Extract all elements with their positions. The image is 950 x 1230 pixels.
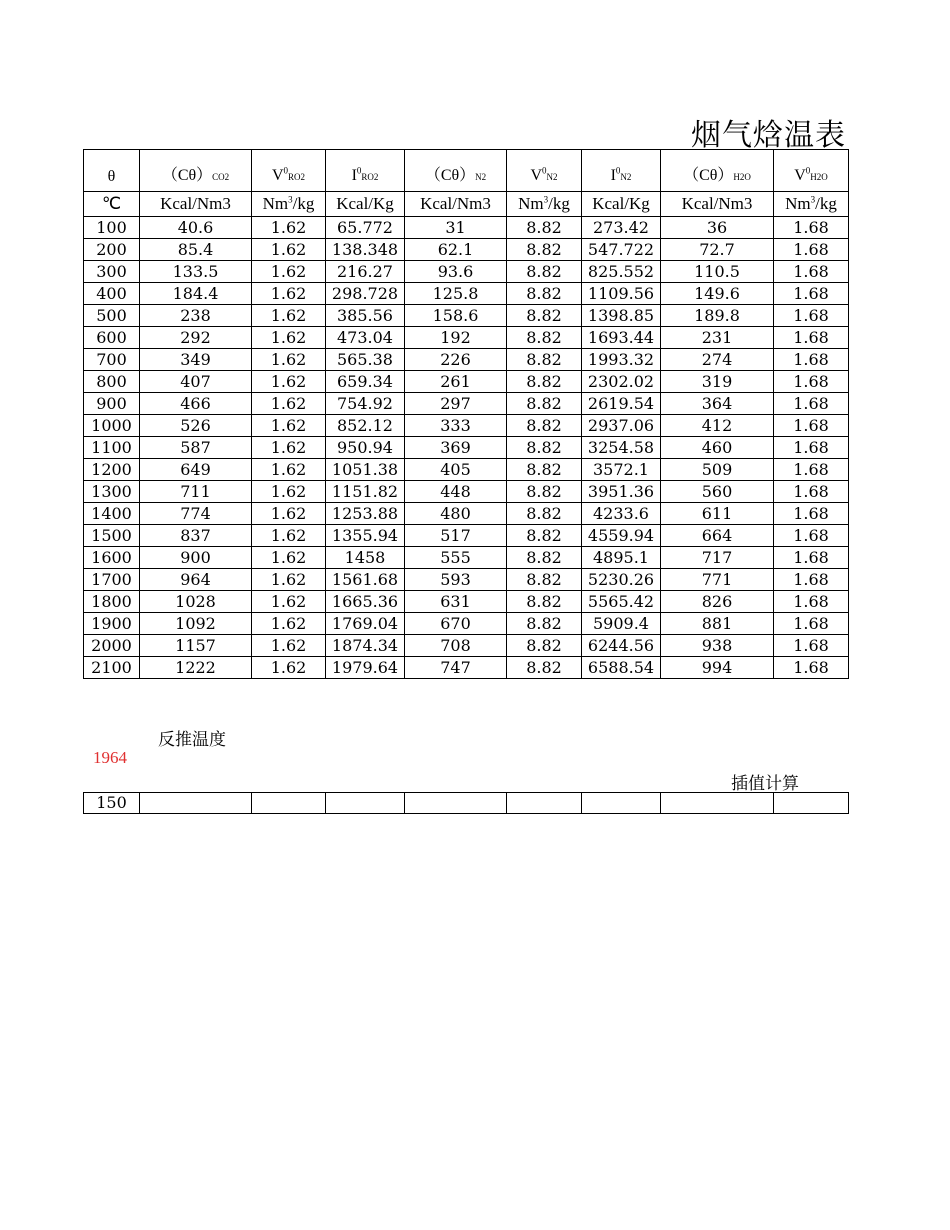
table-cell[interactable]: 8.82	[507, 393, 582, 415]
table-cell[interactable]: 631	[405, 591, 507, 613]
table-cell[interactable]: 1.62	[252, 239, 326, 261]
table-cell[interactable]: 93.6	[405, 261, 507, 283]
interpolation-cell[interactable]	[507, 793, 582, 814]
table-cell[interactable]: 900	[140, 547, 252, 569]
table-cell[interactable]: 6244.56	[582, 635, 661, 657]
table-cell[interactable]: 1000	[84, 415, 140, 437]
table-cell[interactable]: 8.82	[507, 217, 582, 239]
table-cell[interactable]: 405	[405, 459, 507, 481]
header-unit: Kcal/Kg	[592, 194, 650, 213]
table-cell[interactable]: 448	[405, 481, 507, 503]
table-cell[interactable]: 1874.34	[326, 635, 405, 657]
header-superscript: 0	[283, 165, 289, 176]
table-cell[interactable]: 1.62	[252, 283, 326, 305]
table-cell[interactable]: 837	[140, 525, 252, 547]
table-cell[interactable]: 1.62	[252, 525, 326, 547]
table-cell[interactable]: 319	[661, 371, 774, 393]
header-unit-cell	[405, 192, 507, 217]
table-cell[interactable]: 754.92	[326, 393, 405, 415]
header-symbol: V	[530, 167, 543, 184]
header-unit: Kcal/Nm3	[681, 194, 753, 213]
header-subscript: H2O	[810, 172, 828, 182]
interpolation-table	[83, 792, 849, 814]
table-cell[interactable]: 1100	[84, 437, 140, 459]
table-cell[interactable]: 200	[84, 239, 140, 261]
table-cell[interactable]: 517	[405, 525, 507, 547]
table-cell[interactable]: 825.552	[582, 261, 661, 283]
table-row	[84, 393, 849, 415]
table-cell[interactable]: 1.68	[774, 591, 849, 613]
table-cell[interactable]: 1151.82	[326, 481, 405, 503]
reverse-temp-value[interactable]: 1964	[93, 748, 127, 767]
table-cell[interactable]: 771	[661, 569, 774, 591]
table-cell[interactable]: 1253.88	[326, 503, 405, 525]
table-cell[interactable]: 881	[661, 613, 774, 635]
table-cell[interactable]: 1.68	[774, 349, 849, 371]
table-cell[interactable]: 8.82	[507, 327, 582, 349]
header-superscript: 0	[805, 165, 811, 176]
table-row	[84, 415, 849, 437]
table-cell[interactable]: 8.82	[507, 657, 582, 679]
table-row	[84, 349, 849, 371]
interpolation-row	[84, 793, 849, 814]
table-row	[84, 635, 849, 657]
interpolation-cell[interactable]: 150	[84, 793, 140, 814]
table-row	[84, 657, 849, 679]
header-superscript: 0	[615, 165, 621, 176]
table-cell[interactable]: 31	[405, 217, 507, 239]
table-cell[interactable]: 1.62	[252, 437, 326, 459]
header-unit: Nm	[262, 194, 289, 213]
table-cell[interactable]: 1.68	[774, 305, 849, 327]
table-cell[interactable]: 587	[140, 437, 252, 459]
table-cell[interactable]: 292	[140, 327, 252, 349]
table-cell[interactable]: 72.7	[661, 239, 774, 261]
table-cell[interactable]: 1222	[140, 657, 252, 679]
header-symbol-cell	[405, 150, 507, 192]
header-unit: Kcal/Kg	[336, 194, 394, 213]
header-symbol: I	[351, 167, 357, 184]
table-cell[interactable]: 747	[405, 657, 507, 679]
header-unit: /kg	[548, 194, 570, 213]
table-row	[84, 481, 849, 503]
header-unit-cell	[507, 192, 582, 217]
table-cell[interactable]: 1.68	[774, 525, 849, 547]
table-cell[interactable]: 349	[140, 349, 252, 371]
table-cell[interactable]: 8.82	[507, 415, 582, 437]
table-cell[interactable]: 1.68	[774, 261, 849, 283]
table-cell[interactable]: 593	[405, 569, 507, 591]
table-cell[interactable]: 3572.1	[582, 459, 661, 481]
table-cell[interactable]: 4895.1	[582, 547, 661, 569]
header-superscript: 0	[356, 165, 362, 176]
table-cell[interactable]: 385.56	[326, 305, 405, 327]
table-cell[interactable]: 8.82	[507, 591, 582, 613]
table-cell[interactable]: 1693.44	[582, 327, 661, 349]
table-cell[interactable]: 8.82	[507, 635, 582, 657]
table-cell[interactable]: 3254.58	[582, 437, 661, 459]
header-unit-cell	[661, 192, 774, 217]
header-symbol-cell	[140, 150, 252, 192]
table-cell[interactable]: 1028	[140, 591, 252, 613]
table-cell[interactable]: 238	[140, 305, 252, 327]
header-unit-superscript: 3	[543, 194, 549, 205]
table-cell[interactable]: 1.68	[774, 393, 849, 415]
table-cell[interactable]: 1157	[140, 635, 252, 657]
table-row	[84, 239, 849, 261]
table-cell[interactable]: 133.5	[140, 261, 252, 283]
table-cell[interactable]: 500	[84, 305, 140, 327]
header-unit-cell	[84, 192, 140, 217]
table-cell[interactable]: 8.82	[507, 503, 582, 525]
header-unit: Kcal/Nm3	[420, 194, 491, 213]
header-unit-cell	[774, 192, 849, 217]
table-cell[interactable]: 1769.04	[326, 613, 405, 635]
table-cell[interactable]: 460	[661, 437, 774, 459]
table-cell[interactable]: 2302.02	[582, 371, 661, 393]
table-cell[interactable]: 900	[84, 393, 140, 415]
table-cell[interactable]: 2937.06	[582, 415, 661, 437]
table-cell[interactable]: 184.4	[140, 283, 252, 305]
table-cell[interactable]: 1.68	[774, 503, 849, 525]
header-symbol: （Cθ）	[424, 167, 476, 184]
table-cell[interactable]: 333	[405, 415, 507, 437]
interpolation-cell[interactable]	[661, 793, 774, 814]
table-cell[interactable]: 1.68	[774, 657, 849, 679]
table-cell[interactable]: 1.62	[252, 415, 326, 437]
table-cell[interactable]: 611	[661, 503, 774, 525]
table-cell[interactable]: 8.82	[507, 371, 582, 393]
table-cell[interactable]: 711	[140, 481, 252, 503]
table-cell[interactable]: 1300	[84, 481, 140, 503]
table-cell[interactable]: 800	[84, 371, 140, 393]
table-cell[interactable]: 400	[84, 283, 140, 305]
table-cell[interactable]: 226	[405, 349, 507, 371]
table-cell[interactable]: 964	[140, 569, 252, 591]
table-cell[interactable]: 670	[405, 613, 507, 635]
header-symbol-cell	[774, 150, 849, 192]
table-cell[interactable]: 1.68	[774, 415, 849, 437]
table-cell[interactable]: 297	[405, 393, 507, 415]
table-cell[interactable]: 1.62	[252, 261, 326, 283]
table-cell[interactable]: 412	[661, 415, 774, 437]
table-cell[interactable]: 852.12	[326, 415, 405, 437]
table-row	[84, 217, 849, 239]
table-cell[interactable]: 1092	[140, 613, 252, 635]
table-cell[interactable]: 560	[661, 481, 774, 503]
table-cell[interactable]: 5565.42	[582, 591, 661, 613]
table-cell[interactable]: 480	[405, 503, 507, 525]
header-unit: /kg	[292, 194, 315, 213]
interpolation-cell[interactable]	[405, 793, 507, 814]
table-cell[interactable]: 231	[661, 327, 774, 349]
table-cell[interactable]: 364	[661, 393, 774, 415]
table-cell[interactable]: 407	[140, 371, 252, 393]
table-cell[interactable]: 8.82	[507, 569, 582, 591]
table-cell[interactable]: 1.68	[774, 459, 849, 481]
header-symbol-cell	[661, 150, 774, 192]
table-cell[interactable]: 1500	[84, 525, 140, 547]
header-unit-cell	[252, 192, 326, 217]
header-subscript: CO2	[212, 172, 230, 182]
header-symbol: θ	[107, 167, 116, 185]
table-cell[interactable]: 509	[661, 459, 774, 481]
reverse-temp-label: 反推温度	[158, 730, 226, 750]
table-cell[interactable]: 100	[84, 217, 140, 239]
table-cell[interactable]: 40.6	[140, 217, 252, 239]
table-cell[interactable]: 526	[140, 415, 252, 437]
table-cell[interactable]: 565.38	[326, 349, 405, 371]
table-cell[interactable]: 8.82	[507, 437, 582, 459]
header-unit: Nm	[785, 194, 811, 213]
table-cell[interactable]: 8.82	[507, 525, 582, 547]
table-cell[interactable]: 8.82	[507, 239, 582, 261]
table-cell[interactable]: 1900	[84, 613, 140, 635]
table-cell[interactable]: 4559.94	[582, 525, 661, 547]
table-cell[interactable]: 1.68	[774, 239, 849, 261]
table-cell[interactable]: 1.62	[252, 613, 326, 635]
interpolation-cell[interactable]	[140, 793, 252, 814]
table-cell[interactable]: 1.62	[252, 657, 326, 679]
table-cell[interactable]: 2000	[84, 635, 140, 657]
table-row	[84, 613, 849, 635]
table-cell[interactable]: 1.62	[252, 635, 326, 657]
table-cell[interactable]: 1.68	[774, 371, 849, 393]
header-subscript: N2	[475, 172, 487, 182]
table-cell[interactable]: 1398.85	[582, 305, 661, 327]
header-unit: Kcal/Nm3	[160, 194, 231, 213]
table-row	[84, 371, 849, 393]
table-cell[interactable]: 1.68	[774, 283, 849, 305]
table-cell[interactable]: 1.62	[252, 327, 326, 349]
table-cell[interactable]: 547.722	[582, 239, 661, 261]
header-subscript: RO2	[361, 172, 379, 182]
table-cell[interactable]: 700	[84, 349, 140, 371]
header-unit-cell	[326, 192, 405, 217]
table-cell[interactable]: 1.62	[252, 217, 326, 239]
table-row	[84, 547, 849, 569]
table-cell[interactable]: 950.94	[326, 437, 405, 459]
table-cell[interactable]: 600	[84, 327, 140, 349]
table-cell[interactable]: 300	[84, 261, 140, 283]
interpolation-cell[interactable]	[326, 793, 405, 814]
header-symbol: （Cθ）	[683, 167, 734, 184]
table-cell[interactable]: 8.82	[507, 261, 582, 283]
table-cell[interactable]: 1665.36	[326, 591, 405, 613]
table-cell[interactable]: 6588.54	[582, 657, 661, 679]
table-cell[interactable]: 649	[140, 459, 252, 481]
header-unit-cell	[582, 192, 661, 217]
table-cell[interactable]: 8.82	[507, 613, 582, 635]
header-subscript: RO2	[288, 172, 306, 182]
table-row	[84, 283, 849, 305]
header-symbol: I	[610, 167, 616, 184]
table-cell[interactable]: 2100	[84, 657, 140, 679]
table-cell[interactable]: 555	[405, 547, 507, 569]
table-cell[interactable]: 4233.6	[582, 503, 661, 525]
header-subscript: H2O	[733, 172, 751, 182]
table-cell[interactable]: 1.62	[252, 305, 326, 327]
table-cell[interactable]: 138.348	[326, 239, 405, 261]
header-subscript: N2	[546, 172, 558, 182]
table-cell[interactable]: 2619.54	[582, 393, 661, 415]
table-cell[interactable]: 774	[140, 503, 252, 525]
table-cell[interactable]: 708	[405, 635, 507, 657]
table-cell[interactable]: 664	[661, 525, 774, 547]
table-cell[interactable]: 8.82	[507, 349, 582, 371]
table-cell[interactable]: 826	[661, 591, 774, 613]
table-cell[interactable]: 1.62	[252, 591, 326, 613]
table-cell[interactable]: 5230.26	[582, 569, 661, 591]
table-cell[interactable]: 36	[661, 217, 774, 239]
table-cell[interactable]: 8.82	[507, 459, 582, 481]
table-cell[interactable]: 1400	[84, 503, 140, 525]
header-symbol-cell	[84, 150, 140, 192]
header-row-symbols	[84, 150, 849, 192]
table-cell[interactable]: 659.34	[326, 371, 405, 393]
table-cell[interactable]: 1.68	[774, 217, 849, 239]
table-cell[interactable]: 1.68	[774, 569, 849, 591]
enthalpy-table	[83, 149, 849, 679]
table-cell[interactable]: 125.8	[405, 283, 507, 305]
table-cell[interactable]: 3951.36	[582, 481, 661, 503]
table-cell[interactable]: 274	[661, 349, 774, 371]
table-cell[interactable]: 8.82	[507, 481, 582, 503]
table-cell[interactable]: 1.62	[252, 569, 326, 591]
table-cell[interactable]: 1.62	[252, 503, 326, 525]
table-row	[84, 305, 849, 327]
header-symbol: V	[794, 167, 806, 184]
table-row	[84, 525, 849, 547]
table-cell[interactable]: 1.62	[252, 459, 326, 481]
table-cell[interactable]: 298.728	[326, 283, 405, 305]
table-cell[interactable]: 8.82	[507, 305, 582, 327]
table-cell[interactable]: 1200	[84, 459, 140, 481]
table-cell[interactable]: 85.4	[140, 239, 252, 261]
table-cell[interactable]: 1993.32	[582, 349, 661, 371]
interpolation-cell[interactable]	[582, 793, 661, 814]
table-row	[84, 591, 849, 613]
table-cell[interactable]: 1.62	[252, 349, 326, 371]
interpolation-label: 插值计算	[731, 774, 799, 794]
header-subscript: N2	[620, 172, 632, 182]
header-unit: ℃	[101, 194, 122, 213]
table-row	[84, 437, 849, 459]
header-unit-cell	[140, 192, 252, 217]
header-symbol: （Cθ）	[161, 167, 213, 184]
table-row	[84, 503, 849, 525]
header-unit: Nm	[518, 194, 544, 213]
header-superscript: 0	[542, 165, 547, 176]
table-cell[interactable]: 1561.68	[326, 569, 405, 591]
table-cell[interactable]: 1700	[84, 569, 140, 591]
table-cell[interactable]: 1.62	[252, 481, 326, 503]
header-symbol: V	[271, 167, 284, 184]
table-row	[84, 327, 849, 349]
table-cell[interactable]: 1051.38	[326, 459, 405, 481]
table-cell[interactable]: 466	[140, 393, 252, 415]
table-cell[interactable]: 1355.94	[326, 525, 405, 547]
table-cell[interactable]: 189.8	[661, 305, 774, 327]
interpolation-cell[interactable]	[774, 793, 849, 814]
table-cell[interactable]: 8.82	[507, 547, 582, 569]
table-cell[interactable]: 149.6	[661, 283, 774, 305]
table-row	[84, 261, 849, 283]
table-cell[interactable]: 938	[661, 635, 774, 657]
header-symbol-cell	[582, 150, 661, 192]
header-symbol-cell	[252, 150, 326, 192]
table-cell[interactable]: 1.68	[774, 547, 849, 569]
table-cell[interactable]: 717	[661, 547, 774, 569]
table-cell[interactable]: 192	[405, 327, 507, 349]
header-unit-superscript: 3	[288, 194, 293, 205]
table-title: 烟气焓温表	[691, 118, 846, 153]
table-cell[interactable]: 1600	[84, 547, 140, 569]
table-cell[interactable]: 110.5	[661, 261, 774, 283]
table-cell[interactable]: 1.62	[252, 371, 326, 393]
table-cell[interactable]: 1458	[326, 547, 405, 569]
table-cell[interactable]: 1.68	[774, 635, 849, 657]
table-cell[interactable]: 1.62	[252, 547, 326, 569]
table-cell[interactable]: 1.62	[252, 393, 326, 415]
table-cell[interactable]: 1979.64	[326, 657, 405, 679]
table-cell[interactable]: 1800	[84, 591, 140, 613]
interpolation-cell[interactable]	[252, 793, 326, 814]
table-cell[interactable]: 8.82	[507, 283, 582, 305]
table-cell[interactable]: 5909.4	[582, 613, 661, 635]
table-row	[84, 459, 849, 481]
table-cell[interactable]: 473.04	[326, 327, 405, 349]
table-cell[interactable]: 994	[661, 657, 774, 679]
header-symbol-cell	[507, 150, 582, 192]
table-cell[interactable]: 273.42	[582, 217, 661, 239]
table-cell[interactable]: 1.68	[774, 327, 849, 349]
table-cell[interactable]: 158.6	[405, 305, 507, 327]
header-symbol-cell	[326, 150, 405, 192]
header-unit: /kg	[815, 194, 837, 213]
table-row	[84, 569, 849, 591]
header-unit-superscript: 3	[810, 194, 816, 205]
header-row-units	[84, 192, 849, 217]
table-cell[interactable]: 1.68	[774, 437, 849, 459]
table-cell[interactable]: 1.68	[774, 613, 849, 635]
table-cell[interactable]: 369	[405, 437, 507, 459]
table-cell[interactable]: 62.1	[405, 239, 507, 261]
table-cell[interactable]: 261	[405, 371, 507, 393]
table-cell[interactable]: 1.68	[774, 481, 849, 503]
table-cell[interactable]: 1109.56	[582, 283, 661, 305]
table-cell[interactable]: 216.27	[326, 261, 405, 283]
table-cell[interactable]: 65.772	[326, 217, 405, 239]
